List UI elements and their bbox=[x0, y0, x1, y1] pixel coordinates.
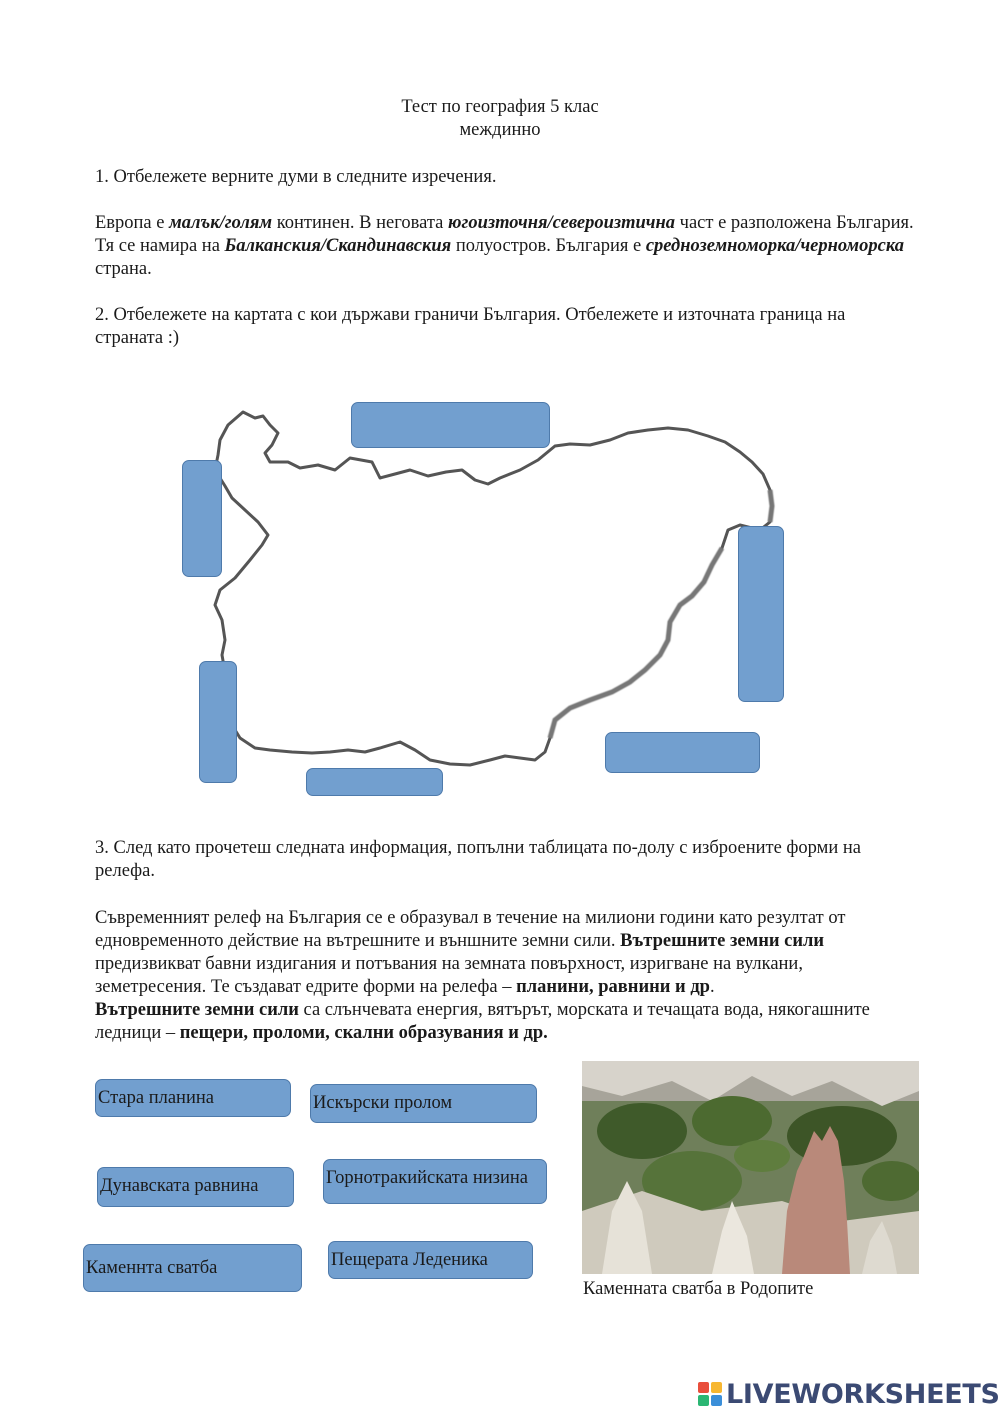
stone-wedding-photo bbox=[582, 1061, 919, 1274]
answer-box-west-upper[interactable] bbox=[182, 460, 222, 577]
q1-text-part: част е разположена България. Тя се намира на bbox=[95, 213, 914, 256]
choice-direction[interactable]: югоизточня/североизтична bbox=[448, 213, 676, 233]
info-bold-part: Вътрешните земни сили bbox=[95, 1000, 299, 1020]
answer-box-southeast[interactable] bbox=[605, 732, 760, 773]
answer-box-west-lower[interactable] bbox=[199, 661, 237, 783]
choice-sea[interactable]: средноземноморка/черноморска bbox=[645, 236, 904, 256]
choice-peninsula[interactable]: Балканския/Скандинавския bbox=[224, 236, 452, 256]
relief-item-iskar-gorge[interactable]: Искърски пролом bbox=[310, 1084, 537, 1123]
page-subtitle: междинно bbox=[459, 120, 541, 140]
liveworksheets-logo-icon bbox=[698, 1382, 722, 1406]
info-text-part: . bbox=[709, 977, 715, 997]
page-title: Тест по география 5 клас bbox=[401, 97, 599, 117]
info-bold-part: планини, равнини и др bbox=[516, 977, 710, 997]
answer-box-east[interactable] bbox=[738, 526, 784, 702]
relief-item-ledenika-cave[interactable]: Пещерата Леденика bbox=[328, 1241, 533, 1279]
info-text-part: Съвременният релеф на България се е образувал в течение на милиони години като резултат от едновременното действие на вътрешните и външните земни сили. bbox=[95, 908, 846, 951]
question-3-prompt: 3. След като прочетеш следната информация, попълни таблицата по-долу с изброените форми на релефа. bbox=[95, 838, 861, 881]
stone-wedding-illustration bbox=[582, 1061, 919, 1274]
liveworksheets-logo bbox=[698, 1376, 1000, 1412]
relief-item-danube-plain[interactable]: Дунавската равнина bbox=[97, 1167, 294, 1207]
choice-size[interactable]: малък/голям bbox=[169, 213, 273, 233]
question-2-prompt: 2. Отбележете на картата с кои държави граничи България. Отбележете и източната граница на страната :) bbox=[95, 305, 846, 348]
answer-box-south[interactable] bbox=[306, 768, 443, 796]
q1-text-part: Европа е bbox=[95, 213, 170, 233]
info-bold-part: Вътрешните земни сили bbox=[620, 931, 825, 951]
info-text-part: са слънчевата енергия, вятърът, морската и течащата вода, някогашните ледници – bbox=[95, 1000, 870, 1043]
relief-item-stara-planina[interactable]: Стара планина bbox=[95, 1079, 291, 1117]
relief-info-text bbox=[95, 907, 915, 1045]
photo-caption: Каменната сватба в Родопите bbox=[583, 1279, 814, 1299]
q1-text-part: континен. В неговата bbox=[272, 213, 449, 233]
relief-item-stone-wedding[interactable]: Каменнта сватба bbox=[83, 1244, 302, 1292]
relief-item-thracian-lowland[interactable]: Горнотракийската низина bbox=[323, 1159, 547, 1204]
info-text-part: предизвикват бавни издигания и потъвания на земната повърхност, изригване на вулкани, земетресения. Те създават едрите форми на релефа – bbox=[95, 954, 803, 997]
question-1-prompt: 1. Отбележете верните думи в следните изречения. bbox=[95, 167, 497, 187]
answer-box-north[interactable] bbox=[351, 402, 550, 448]
logo-text: LIVEWORKSHEETS bbox=[726, 1378, 1000, 1410]
q1-text-part: полуостров. България е bbox=[451, 236, 646, 256]
info-bold-part: пещери, проломи, скални образувания и др. bbox=[179, 1023, 548, 1043]
bulgaria-outline bbox=[215, 412, 772, 765]
q1-text-part: страна. bbox=[95, 259, 152, 279]
